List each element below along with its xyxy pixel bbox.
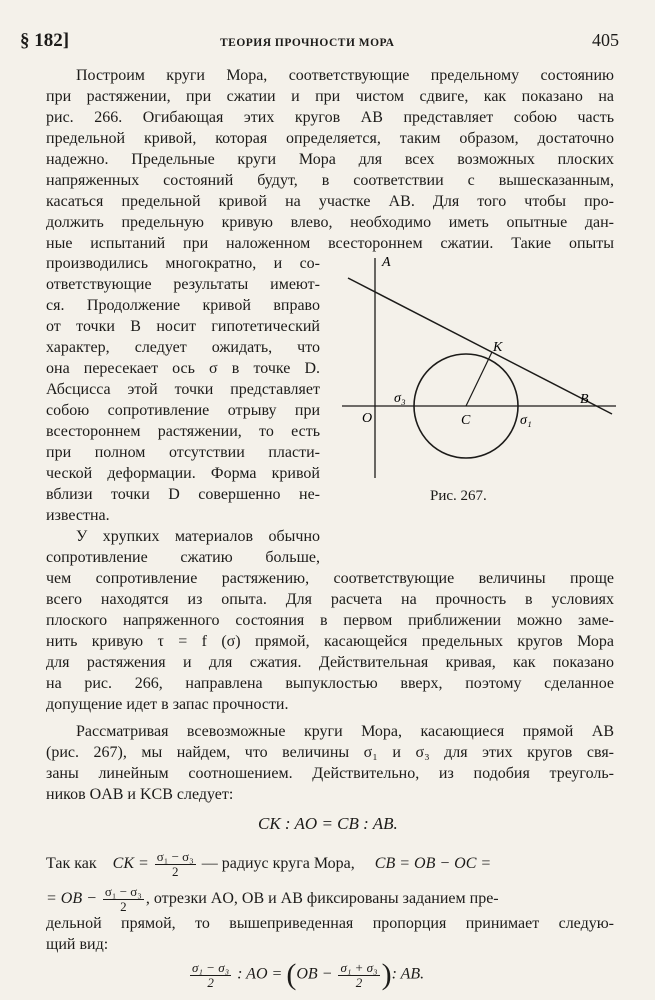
text-line: от точки B носит гипотетический: [46, 318, 320, 335]
fraction: $\frac{\text{σ₁ + σ₃}}{2}$: [340, 959, 378, 990]
text-line: при растяжении, при сжатии и при чистом сдвиге, как показано на: [46, 88, 614, 105]
text-line: допущение идет в запас прочности.: [46, 696, 289, 713]
equation-final: $\frac{\text{σ₁ − σ₃}}{2}$ : AO = (OB − $\frac{\text{σ₁ + σ₃}}{2}$ ): AB.: [192, 958, 425, 991]
text-line: собою сопротивление отрыву при: [46, 402, 320, 419]
text-line: Абсцисса этой точки представляет: [46, 381, 320, 398]
equation-proportion: CK : AO = CB : AB.: [258, 814, 398, 833]
label-sigma1: σ₁: [520, 413, 532, 428]
text-line: напряженных состояний будут, в соответствии с вышесказанным,: [46, 172, 614, 189]
page-number: 405: [592, 30, 619, 50]
text-line: всего находятся из опыта. Для расчета на прочность в условиях: [46, 591, 614, 608]
text-line: предельной кривой, которая определяется, таким образом, достаточно: [46, 130, 614, 147]
text-line: ческой деформации. Форма кривой: [46, 465, 320, 482]
text-line: должить предельную кривую влево, необходимо иметь опытные дан-: [46, 214, 614, 231]
text-line: ся. Продолжение кривой вправо: [46, 297, 320, 314]
section-number: § 182]: [20, 30, 70, 51]
text-line: ответствующие результаты имеют-: [46, 276, 320, 293]
text-line: рис. 266. Огибающая этих кругов AB представляет собою часть: [46, 109, 614, 126]
envelope-line-ab: [348, 278, 612, 414]
text-line: щий вид:: [46, 936, 109, 953]
text-line: заны линейным соотношением. Действительно, из подобия треуголь-: [46, 765, 614, 782]
label-C: C: [461, 413, 471, 428]
fraction: $\frac{\text{σ₁ − σ₃}}{2}$: [192, 959, 230, 990]
figure-caption: Рис. 267.: [430, 488, 487, 504]
text-line: всестороннем растяжении, то есть: [46, 423, 320, 440]
text-line: сопротивление сжатию больше,: [46, 549, 320, 566]
label-A: A: [382, 255, 391, 270]
text-line: ников OAB и KCB следует:: [46, 786, 234, 803]
text-line: производились многократно, и со-: [46, 255, 320, 272]
text-line: ные испытаний при наложенном всестороннем сжатии. Такие опыты: [46, 235, 614, 252]
mohr-circle-figure: [330, 248, 620, 483]
text-line: для растяжения и для сжатия. Действительная кривая, как показано: [46, 654, 614, 671]
label-K: K: [493, 340, 503, 355]
label-B: B: [580, 392, 589, 407]
fraction: $\frac{\text{σ₁ − σ₃}}{2}$: [156, 849, 194, 879]
text-line: Построим круги Мора, соответствующие предельному состоянию: [76, 67, 614, 84]
label-O: O: [362, 411, 373, 426]
text-line: она пересекает ось σ в точке D.: [46, 360, 320, 377]
text-line-formula: = OB − $\frac{\text{σ₁ − σ₃}}{2}$ , отрезки AO, OB и AB фиксированы заданием пре-: [46, 884, 499, 914]
text-line: надежно. Предельные круги Мора для всех возможных плоских: [46, 151, 614, 168]
fraction: $\frac{\text{σ₁ − σ₃}}{2}$: [104, 884, 142, 914]
text-line: Рассматривая всевозможные круги Мора, касающиеся прямой AB: [76, 723, 614, 740]
text-line: дельной прямой, то вышеприведенная пропорция принимает следую-: [46, 915, 614, 932]
text-line: при полном отсутствии пласти-: [46, 444, 320, 461]
text-line: известна.: [46, 507, 110, 524]
text-line: У хрупких материалов обычно: [76, 528, 320, 545]
text-line: плоского напряженного состояния в первом приближении можно заме-: [46, 612, 614, 629]
radius-ck: [466, 352, 492, 406]
text-line: нить кривую τ = f (σ) прямой, касающейся предельных кругов Мора: [46, 633, 614, 650]
label-sigma3: σ₃: [394, 391, 406, 406]
text-line-formula: Так как CK = $\frac{\text{σ₁ − σ₃}}{2}$ — радиус круга Мора, CB = OB − OC =: [46, 849, 492, 879]
text-line: характер, следует ожидать, что: [46, 339, 320, 356]
text-line: вблизи точки D совершенно не-: [46, 486, 320, 503]
text-line: (рис. 267), мы найдем, что величины σ₁ и σ₃ для этих кругов свя-: [46, 744, 614, 761]
text-line: касаться предельной кривой на участке AB. Для того чтобы про-: [46, 193, 614, 210]
text-line: на рис. 266, направлена выпуклостью вверх, поэтому сделанное: [46, 675, 614, 692]
text-line: чем сопротивление растяжению, соответствующие величины проще: [46, 570, 614, 587]
running-title: ТЕОРИЯ ПРОЧНОСТИ МОРА: [220, 37, 395, 49]
